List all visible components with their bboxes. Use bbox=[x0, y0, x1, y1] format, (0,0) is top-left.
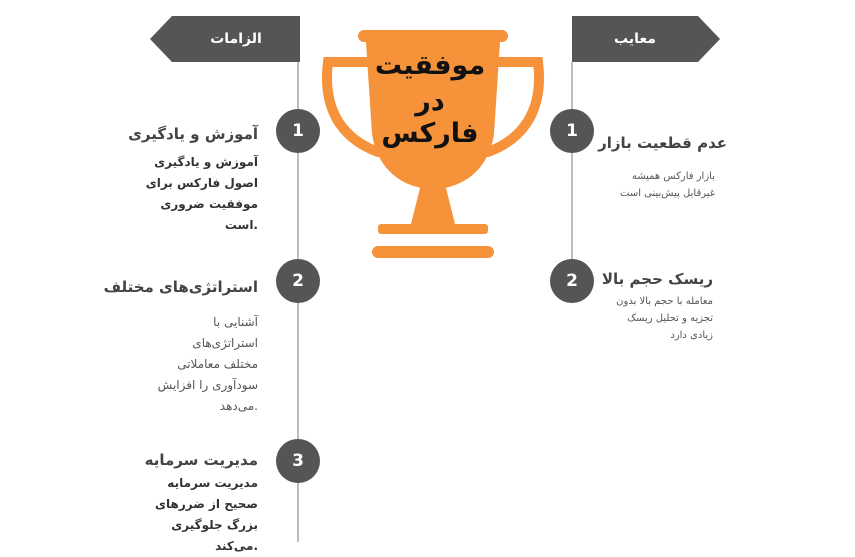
disadvantage-1-title: عدم قطعیت بازار bbox=[598, 134, 727, 152]
disadvantages-banner-label: معایب bbox=[614, 31, 656, 47]
disadvantage-2-title: ریسک حجم بالا bbox=[601, 270, 713, 288]
trophy-title-line3: فارکس bbox=[381, 118, 479, 149]
requirement-2-number: 2 bbox=[276, 259, 320, 303]
disadvantage-2-number: 2 bbox=[550, 259, 594, 303]
disadvantage-1-number: 1 bbox=[550, 109, 594, 153]
requirement-2-title: استراتژی‌های مختلف bbox=[103, 278, 258, 296]
requirement-3-title: مدیریت سرمایه bbox=[144, 451, 258, 469]
requirement-3-desc: مدیریت سرمایه صحیح از ضررهای بزرگ جلوگیری .می‌کند bbox=[155, 476, 258, 553]
requirement-1-title: آموزش و یادگیری bbox=[128, 125, 258, 143]
requirement-3-number: 3 bbox=[276, 439, 320, 483]
trophy-title-line2: در bbox=[415, 86, 445, 117]
requirement-1-number: 1 bbox=[276, 109, 320, 153]
requirement-1-desc: آموزش و یادگیری اصول فارکس برای موفقیت ضروری .است bbox=[145, 155, 258, 232]
requirement-2-desc: آشنایی با استراتژی‌های مختلف معاملاتی سودآوری را افزایش .می‌دهد bbox=[157, 315, 258, 413]
disadvantages-banner bbox=[572, 16, 720, 62]
requirements-banner bbox=[150, 16, 300, 62]
disadvantage-1-desc: بازار فارکس همیشه غیرقابل پیش‌بینی است bbox=[620, 171, 715, 199]
trophy-title-line1: موفقیت bbox=[374, 50, 486, 81]
disadvantage-2-desc: معامله با حجم بالا بدون تجزیه و تحلیل ریسک زیادی دارد bbox=[616, 296, 713, 341]
requirements-banner-label: الزامات bbox=[210, 31, 262, 47]
